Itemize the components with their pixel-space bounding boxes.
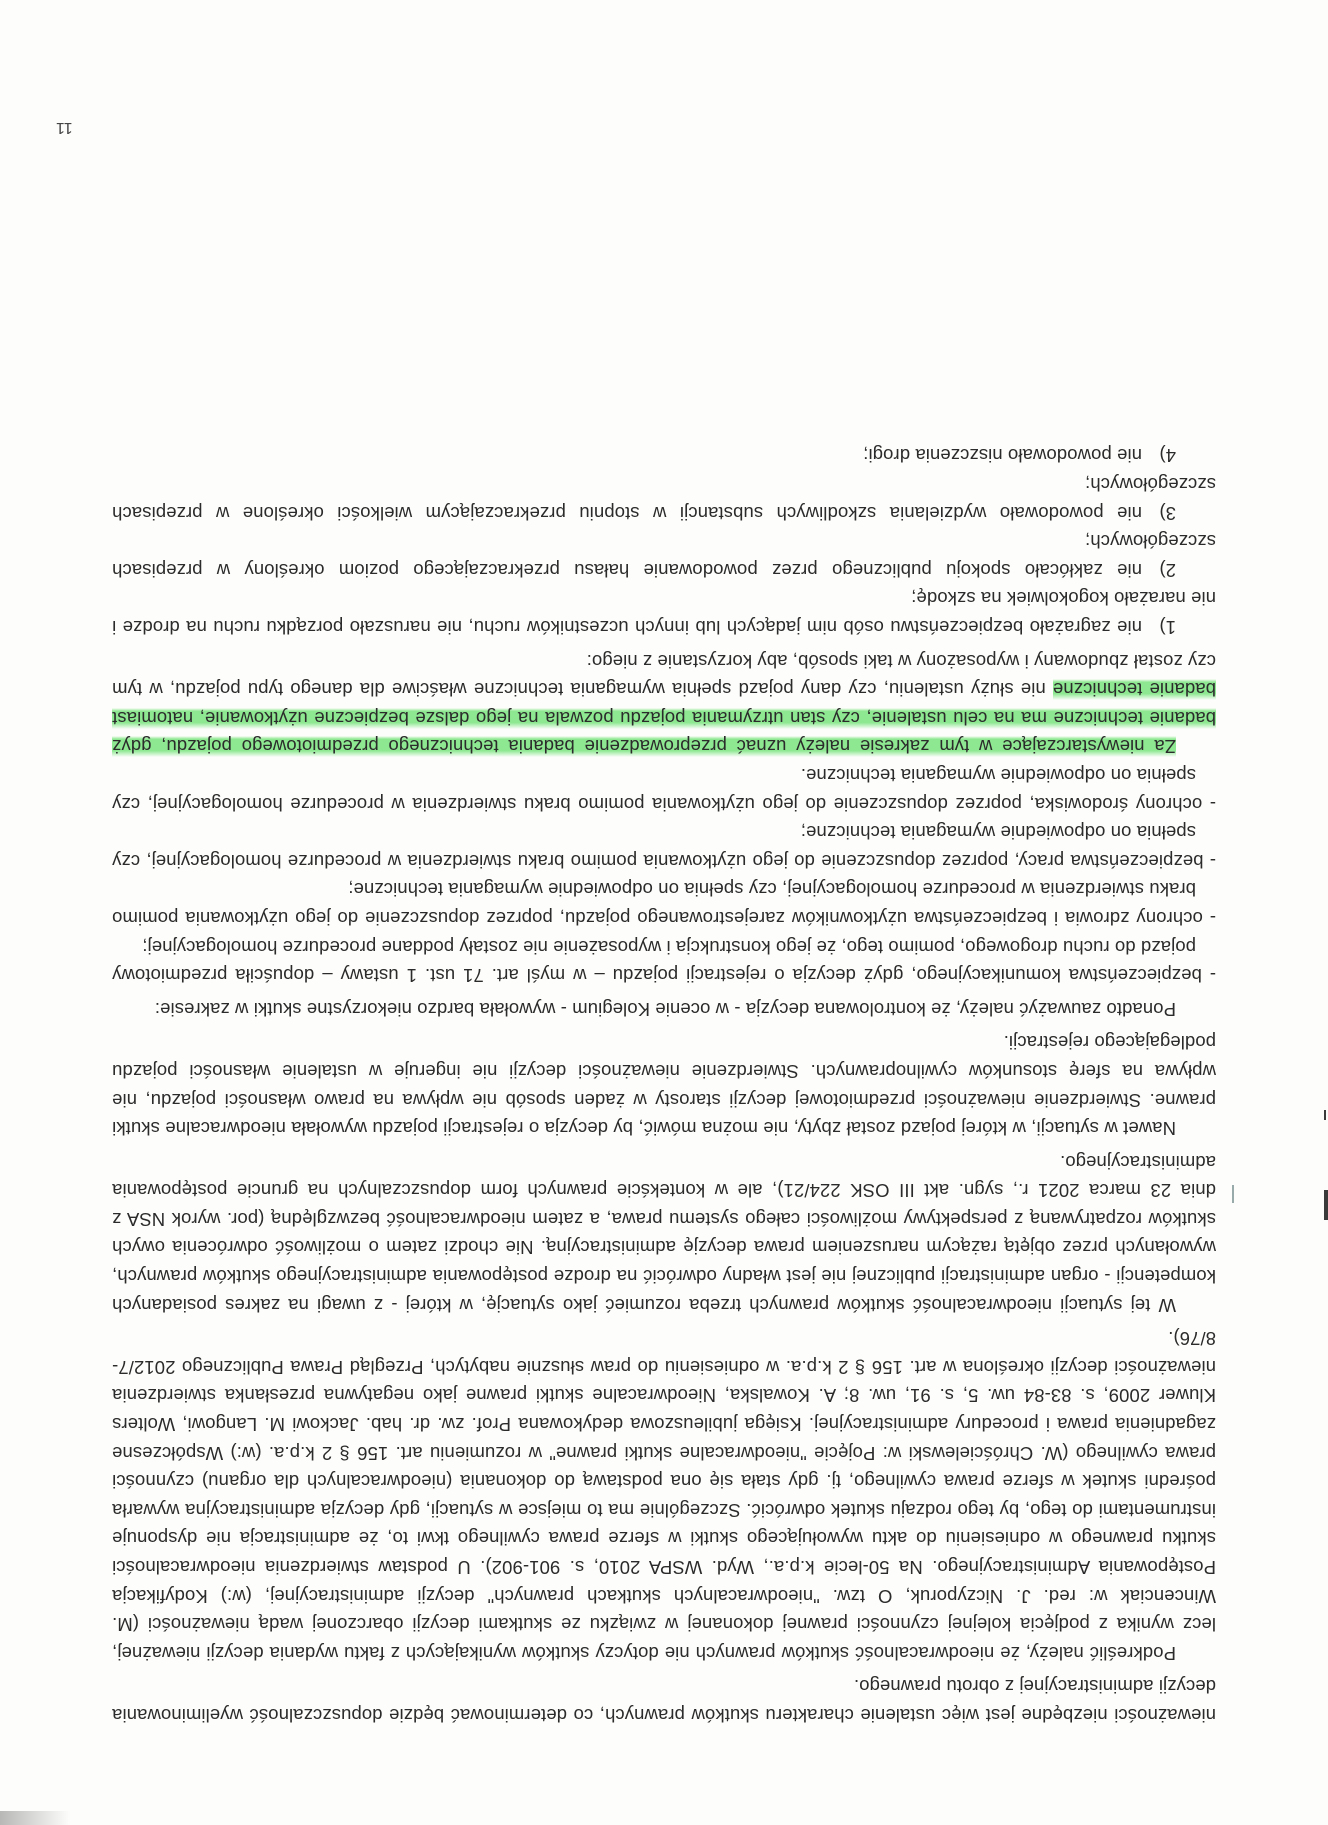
list-item-dash-1: - bezpieczeństwa komunikacyjnego, gdyż decyzja o rejestracji pojazdu – w myśl art. 71 ust. 1 ustawy – dopuściła przedmiotowy pojazd do ruchu drogowego, pomimo tego, że jego konstrukcja i wyposażenie nie zostały poddane procedurze homologacyjnej; <box>112 936 1216 987</box>
paragraph-highlighted <box>112 646 1216 760</box>
list-item-text: ochrony zdrowia i bezpieczeństwa użytkowników zarejestrowanego pojazdu, poprzez dopuszczenie do jego użytkowania pomimo braku stwierdzenia w procedurze homologacyjnej, czy spełnia on odpowiednie wymagania techniczne; <box>112 879 1203 929</box>
numbered-item-4 <box>112 441 1216 470</box>
document-body <box>112 441 1216 1729</box>
scan-margin-mark <box>1324 1110 1326 1120</box>
highlighted-text: Za niewystarczające w tym zakresie należy uznać przeprowadzenie badania technicznego przedmiotowego pojazdu, gdyż badanie techniczne ma na celu ustalenie, czy stan utrzymania pojazdu pozwala na jego dalsze bezpieczne użytkowanie, natomiast badanie techniczne <box>112 679 1216 758</box>
list-item-text: bezpieczeństwa komunikacyjnego, gdyż decyzja o rejestracji pojazdu – w myśl art. 71 ust. 1 ustawy – dopuściła przedmiotowy pojazd do ruchu drogowego, pomimo tego, że jego konstrukcja i wyposażenie nie zostały poddane procedurze homologacyjnej; <box>112 936 1202 987</box>
item-number: 2) <box>1159 559 1176 581</box>
list-item-dash-4: - ochrony środowiska, poprzez dopuszczenie do jego użytkowania pomimo braku stwierdzenia w procedurze homologacyjnej, czy spełnia on odpowiednie wymagania techniczne. <box>112 765 1216 815</box>
paragraph-5: Ponadto zauważyć należy, że kontrolowana decyzja - w ocenie Kolegium - wywołała bardzo niekorzystne skutki w zakresie: <box>154 998 1176 1020</box>
scan-edge-mark <box>0 1811 70 1825</box>
paragraph-1: nieważności niezbędne jest więc ustalenie charakteru skutków prawnych, co determinować będzie dopuszczalność wyeliminowania decyzji administracyjnej z obrotu prawnego. <box>112 1676 1216 1726</box>
paragraph-rest-text: nie służy ustaleniu, czy dany pojazd spełnia wymagania techniczne właściwe dla danego typu pojazdu, w tym czy został zbudowany i wyposażony w taki sposób, aby korzystanie z niego: <box>111 650 1216 701</box>
scan-margin-mark <box>1324 1190 1328 1220</box>
paragraph-3: W tej sytuacji nieodwracalność skutków prawnych trzeba rozumieć jako sytuację, w której - z uwagi na zakres posiadanych kompetencji - organ administracji publicznej nie jest władny odwrócić na drodze postępowania administracyjnego skutków prawnych, wywołanych przez objętą rażącym naruszeniem prawa decyzję administracyjną. Nie chodzi zatem o możliwość odwrócenia owych skutków rozpatrywaną z perspektywy możliwości całego systemu prawa, a zatem nieodwracalność bezwzględną (por. wyrok NSA z dnia 23 marca 2021 r., sygn. akt III OSK 224/21), ale w kontekście prawnych form dopuszczalnych na gruncie postępowania administracyjnego. <box>112 1151 1216 1316</box>
list-item-text: bezpieczeństwa pracy, poprzez dopuszczenie do jego użytkowania pomimo braku stwierdzenia w procedurze homologacyjnej, czy spełnia on odpowiednie wymagania techniczne; <box>112 822 1204 872</box>
list-item-dash-3: - bezpieczeństwa pracy, poprzez dopuszczenie do jego użytkowania pomimo braku stwierdzenia w procedurze homologacyjnej, czy spełnia on odpowiednie wymagania techniczne; <box>112 822 1216 872</box>
numbered-item-1 <box>112 584 1216 641</box>
item-text: nie powodowało niszczenia drogi; <box>863 445 1142 467</box>
item-text: nie powodowało wydzielania szkodliwych substancji w stopniu przekraczającym wielkości określone w przepisach szczegółowych; <box>112 474 1216 524</box>
paragraph-4: Nawet w sytuacji, w której pojazd został zbyty, nie można mówić, by decyzja o rejestracji pojazdu wywołała nieodwracalne skutki prawne. Stwierdzenie nieważności przedmiotowej decyzji starosty w żaden sposób nie wpływa na prawo własności pojazdu, nie wpływa na sferę stosunków cywilnoprawnych. Stwierdzenie nieważności decyzji nie ingeruje w ustalenie własności pojazdu podlegającego rejestracji. <box>112 1032 1216 1140</box>
list-item-dash-2: - ochrony zdrowia i bezpieczeństwa użytkowników zarejestrowanego pojazdu, poprzez dopuszczenie do jego użytkowania pomimo braku stwierdzenia w procedurze homologacyjnej, czy spełnia on odpowiednie wymagania techniczne; <box>112 879 1216 929</box>
item-number: 3) <box>1159 502 1176 524</box>
numbered-item-3 <box>112 469 1216 526</box>
scan-margin-mark <box>1232 1185 1234 1203</box>
item-number: 4) <box>1159 445 1176 467</box>
numbered-item-2 <box>112 527 1216 584</box>
item-text: nie zakłócało spokoju publicznego przez powodowanie hałasu przekraczającego poziom określony w przepisach szczegółowych; <box>112 531 1216 581</box>
paragraph-2: Podkreślić należy, że nieodwracalność skutków prawnych nie dotyczy skutków wynikających z faktu wydania decyzji nieważnej, lecz wynika z podjęcia kolejnej czynności prawnej dokonanej w związku ze skutkami decyzji obarczonej wadą nieważności (M. Wincenciak w: red. J. Niczyporuk, O tzw. "nieodwracalnych skutkach prawnych" decyzji administracyjnej, (w:) Kodyfikacja Postępowania Administracyjnego. Na 50-lecie k.p.a., Wyd. WSPA 2010, s. 901-902). U podstaw stwierdzenia nieodwracalności skutku prawnego w odniesieniu do aktu wywołującego skutki w sferze prawa cywilnego tkwi to, że administracja nie dysponuje instrumentami do tego, by tego rodzaju skutek odwrócić. Szczególnie ma to miejsce w sytuacji, gdy decyzja administracyjna wywarła pośredni skutek w sferze prawa cywilnego, tj. gdy stała się ona podstawą do dokonania (nieodwracalnych dla organu) czynności prawa cywilnego (W. Chróścielewski w: Pojęcie "nieodwracalne skutki prawne" w rozumieniu art. 156 § 2 k.p.a. (w:) Współczesne zagadnienia prawa i procedury administracyjnej. Księga jubileuszowa dedykowana Prof. zw. dr. hab. Jackowi M. Langowi, Wolters Kluwer 2009, s. 83-84 uw. 5, s. 91, uw. 8; A. Kowalska, Nieodwracalne skutki prawne jako negatywna przesłanka stwierdzenia nieważności decyzji określona w art. 156 § 2 k.p.a. w odniesieniu do praw słusznie nabytych, Przegląd Prawa Publicznego 2012/7-8/76). <box>112 1328 1216 1664</box>
item-number: 1) <box>1159 617 1176 639</box>
list-item-text: ochrony środowiska, poprzez dopuszczenie do jego użytkowania pomimo braku stwierdzenia w procedurze homologacyjnej, czy spełnia on odpowiednie wymagania techniczne. <box>112 765 1203 815</box>
page-number: 11 <box>56 119 73 136</box>
item-text: nie zagrażało bezpieczeństwu osób nim jadących lub innych uczestników ruchu, nie naruszało porządku ruchu na drodze i nie narażało kogokolwiek na szkodę; <box>112 588 1216 639</box>
